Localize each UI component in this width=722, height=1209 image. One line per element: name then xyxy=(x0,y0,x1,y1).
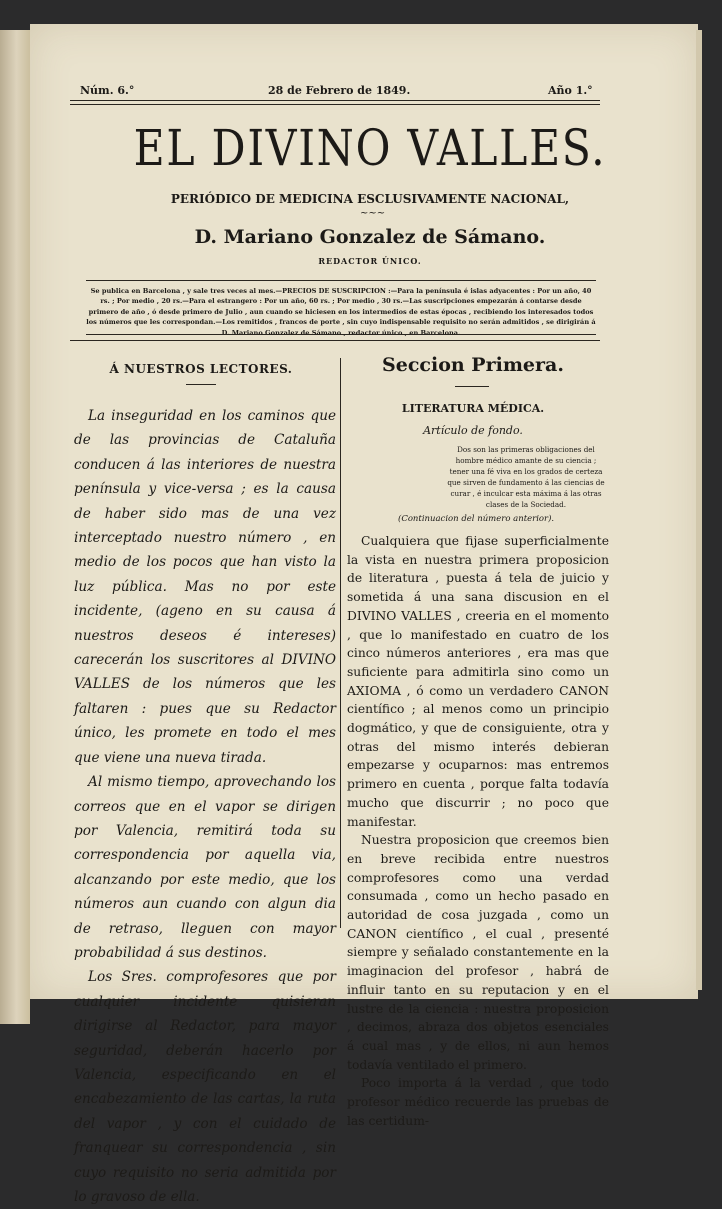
epigraph: Dos son las primeras obligaciones del hombre médico amante de su ciencia ; tener una fé viva en los grados de certeza que sirven de fundamento á las ciencias de curar , é inculcar esta máxima á las otras clases de la Sociedad. xyxy=(447,445,605,509)
issue-number: Núm. 6.° xyxy=(80,84,135,97)
subscription-info: Se publica en Barcelona , y sale tres veces al mes.—PRECIOS DE SUSCRIPCION :—Para la península é islas adyacentes : Por un año, 40 rs. ; Por medio , 20 rs.—Para el estrangero : Por un año, 60 rs. ; Por medio , 30 rs.—Las suscripciones empezarán á contarse desde primero de año , ó desde primero de Julio , aun cuando se hiciesen en los intermedios de estas épocas , recibiendo los interesados todos los números que les correspondan.—Los remitidos , francos de porte , sin cuyo indispensable requisito no serán admitidos , se dirigirán á D. Mariano Gonzalez de Sámano , redactor único , en Barcelona. xyxy=(86,287,596,337)
editor-role: REDACTOR ÚNICO. xyxy=(318,256,422,266)
section-heading-rule xyxy=(455,386,489,387)
newspaper-title: EL DIVINO VALLES. xyxy=(133,119,607,177)
continuation-note: (Continuacion del número anterior). xyxy=(398,514,555,524)
left-heading-rule xyxy=(186,384,216,385)
book-spine xyxy=(0,30,30,1024)
article-type: Artículo de fondo. xyxy=(423,424,523,437)
subscription-rule-bottom xyxy=(86,334,596,335)
masthead-rule-bottom xyxy=(70,340,600,341)
header-rule-top xyxy=(70,100,600,101)
left-paragraph: Al mismo tiempo, aprovechando los correos que en el vapor se dirigen por Valencia, remitirá toda su correspondencia por aquella via, alcanzando por este medio, que los números aun cuando con algun dia de retraso, lleguen con mayor probabilidad á sus destinos. xyxy=(74,774,336,961)
subscription-rule-top xyxy=(86,280,596,281)
right-paragraph: Poco importa á la verdad , que todo profesor médico recuerde las pruebas de las certidum- xyxy=(347,1076,609,1128)
left-article-body xyxy=(74,404,336,1209)
column-divider xyxy=(340,358,341,928)
right-paragraph: Cualquiera que fijase superficialmente la vista en nuestra primera proposicion de literatura , puesta á tela de juicio y sometida á una sana discusion en el DIVINO VALLES , creeria en el momento , que lo manifestado en cuatro de los cinco números anteriores , era mas que suficiente para admitirla sino como un AXIOMA , ó como un verdadero CANON científico ; al menos como un principio dogmático, y que de consiguiente, otra y otras del mismo interés debieran empezarse y ocuparnos: mas entremos primero en cuenta , porque falta todavía mucho que discurrir ; no poco que manifestar. xyxy=(347,534,609,829)
left-heading: Á NUESTROS LECTORES. xyxy=(109,362,293,376)
article-subheading: LITERATURA MÉDICA. xyxy=(401,402,545,415)
left-paragraph: Los Sres. comprofesores que por cualquier incidente quisieran dirigirse al Redactor, para mayor seguridad, deberán hacerlo por Valencia, especificando en el encabezamiento de las cartas, la ruta del vapor , y con el cuidado de franquear su correspondencia , sin cuyo requisito no seria admitida por lo gravoso de ella. xyxy=(74,969,336,1205)
header-rule-top-2 xyxy=(70,104,600,105)
left-paragraph: La inseguridad en los caminos que de las provincias de Cataluña conducen á las interiores de nuestra península y vice-versa ; es la causa de haber sido mas de una vez interceptado nuestro número , en medio de los pocos que han visto la luz pública. Mas no por este incidente, (ageno en su causa á nuestros deseos é intereses) carecerán los suscritores al DIVINO VALLES de los números que les faltaren : pues que su Redactor único, les promete en todo el mes que viene una nueva tirada. xyxy=(74,408,336,766)
ornament-divider: ~~~ xyxy=(360,208,386,219)
page-edge xyxy=(696,30,702,990)
editor-name: D. Mariano Gonzalez de Sámano. xyxy=(194,226,546,248)
newspaper-subtitle: PERIÓDICO DE MEDICINA ESCLUSIVAMENTE NACIONAL, xyxy=(170,192,570,206)
issue-year: Año 1.° xyxy=(548,84,593,97)
right-article-body xyxy=(347,532,609,1131)
section-heading: Seccion Primera. xyxy=(382,354,564,376)
right-paragraph: Nuestra proposicion que creemos bien en breve recibida entre nuestros comprofesores como una verdad consumada , como un hecho pasado en autoridad de cosa juzgada , como un CANON científico , el cual , presenté siempre y señalado constantemente en la imaginacion del profesor , habrá de influir tanto en su reputacion y en el lustre de la ciencia : nuestra proposicion , decimos, abraza dos objetos esenciales á cual mas , y de ellos, ni aun hemos todavía ventilado el primero. xyxy=(347,833,609,1072)
issue-date: 28 de Febrero de 1849. xyxy=(268,84,411,97)
